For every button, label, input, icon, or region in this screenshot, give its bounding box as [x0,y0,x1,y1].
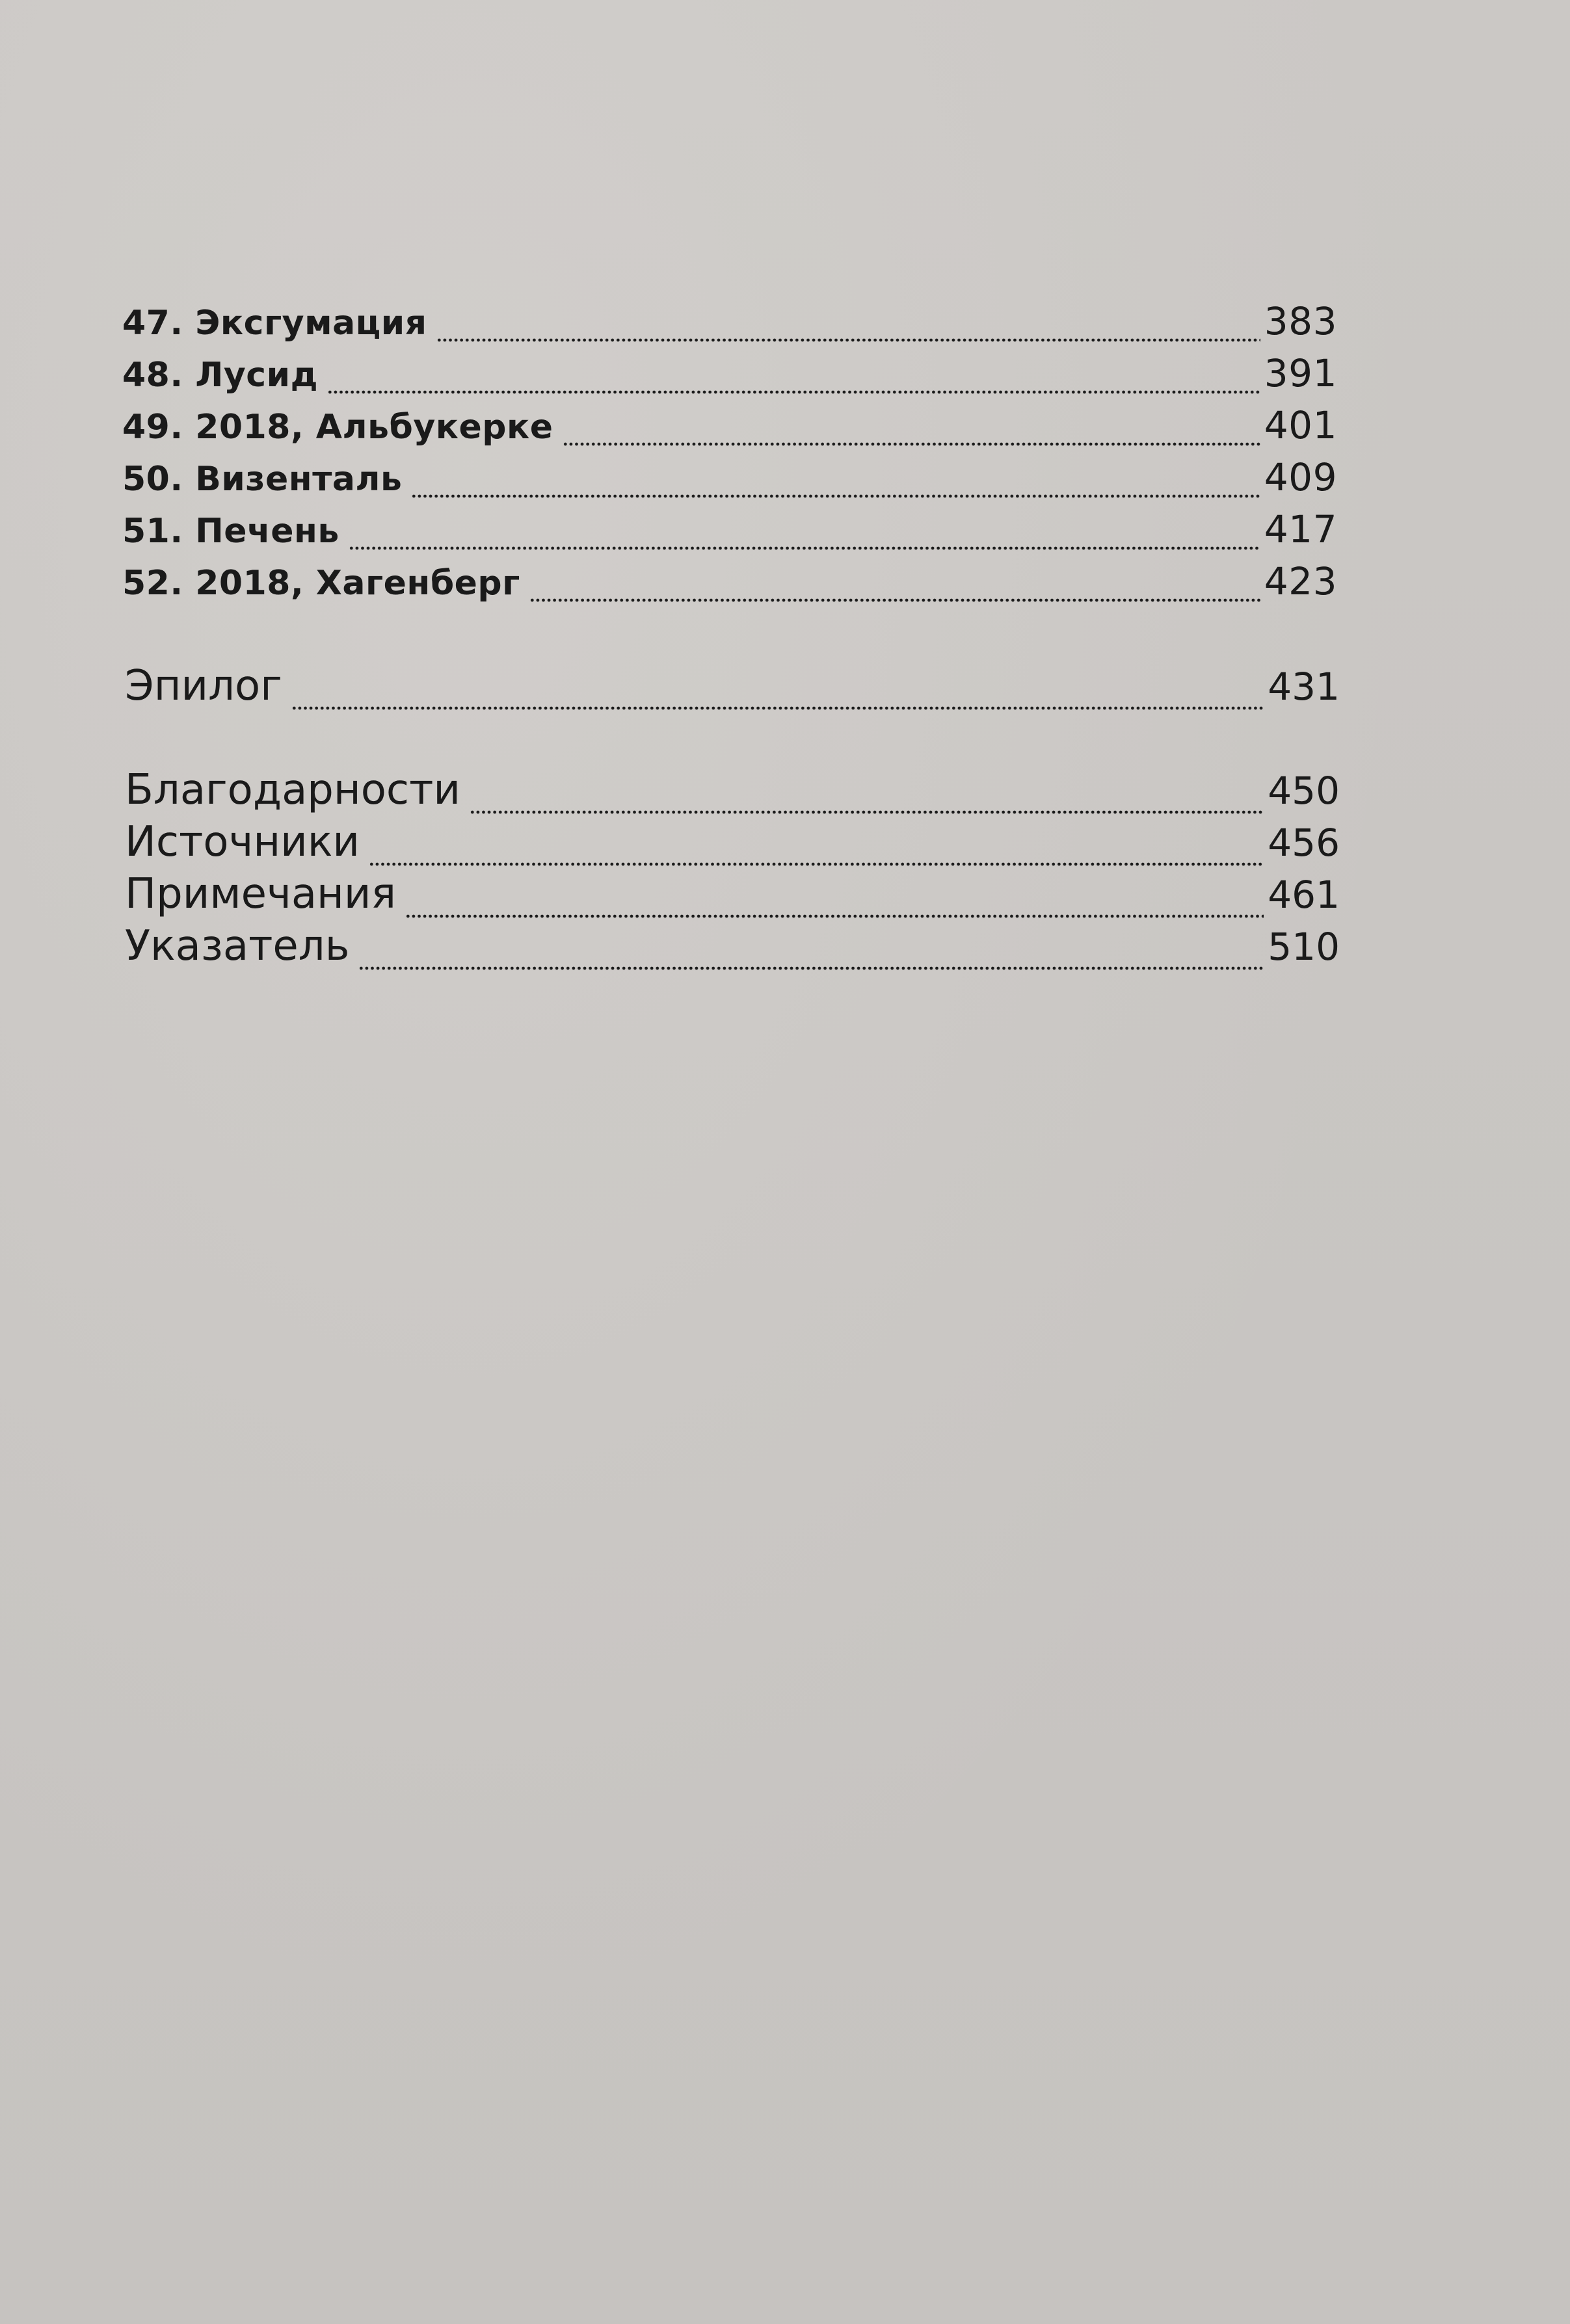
dot-leader [369,861,1264,867]
toc-entry-title: Источники [125,818,360,866]
toc-entry-page-number: 417 [1264,507,1337,551]
toc-entry-chapter-47 [122,299,1337,346]
toc-entry-chapter-48 [122,351,1337,398]
toc-entry-title: 50. Визенталь [122,460,403,499]
toc-entry-page-number: 423 [1264,559,1337,603]
toc-entry-title: Примечания [125,870,396,918]
toc-entry-notes [125,870,1340,922]
toc-entry-title: Указатель [125,922,350,970]
dot-leader [563,441,1260,447]
toc-entry-page-number: 510 [1268,925,1340,969]
dot-leader [327,389,1260,395]
toc-entry-page-number: 383 [1264,299,1337,343]
toc-entry-title: 49. 2018, Альбукерке [122,408,553,447]
dot-leader [411,493,1260,499]
toc-entry-title: 48. Лусид [122,356,319,395]
toc-entry-title: Благодарности [125,766,460,814]
toc-entry-acknowledgements [125,766,1340,818]
toc-entry-page-number: 461 [1268,873,1340,917]
toc-entry-page-number: 409 [1264,455,1337,499]
toc-entry-chapter-51 [122,507,1337,554]
toc-entry-page-number: 431 [1268,665,1340,709]
toc-entry-title: 52. 2018, Хагенберг [122,564,520,603]
toc-entry-chapter-52 [122,559,1337,606]
dot-leader [291,705,1264,711]
dot-leader [470,809,1264,815]
dot-leader [529,597,1260,603]
toc-entry-page-number: 401 [1264,403,1337,447]
toc-entry-chapter-49 [122,403,1337,450]
dot-leader [436,337,1260,343]
toc-entry-page-number: 456 [1268,821,1340,865]
toc-entry-title: Эпилог [125,662,282,710]
dot-leader [405,913,1264,919]
toc-entry-sources [125,818,1340,870]
toc-entry-title: 51. Печень [122,512,339,551]
toc-entry-index [125,922,1340,974]
dot-leader [349,545,1260,551]
toc-entry-page-number: 391 [1264,351,1337,395]
toc-entry-chapter-50 [122,455,1337,502]
dot-leader [358,965,1264,971]
toc-entry-title: 47. Эксгумация [122,304,427,343]
toc-entry-page-number: 450 [1268,769,1340,813]
toc-entry-epilogue [125,662,1340,714]
